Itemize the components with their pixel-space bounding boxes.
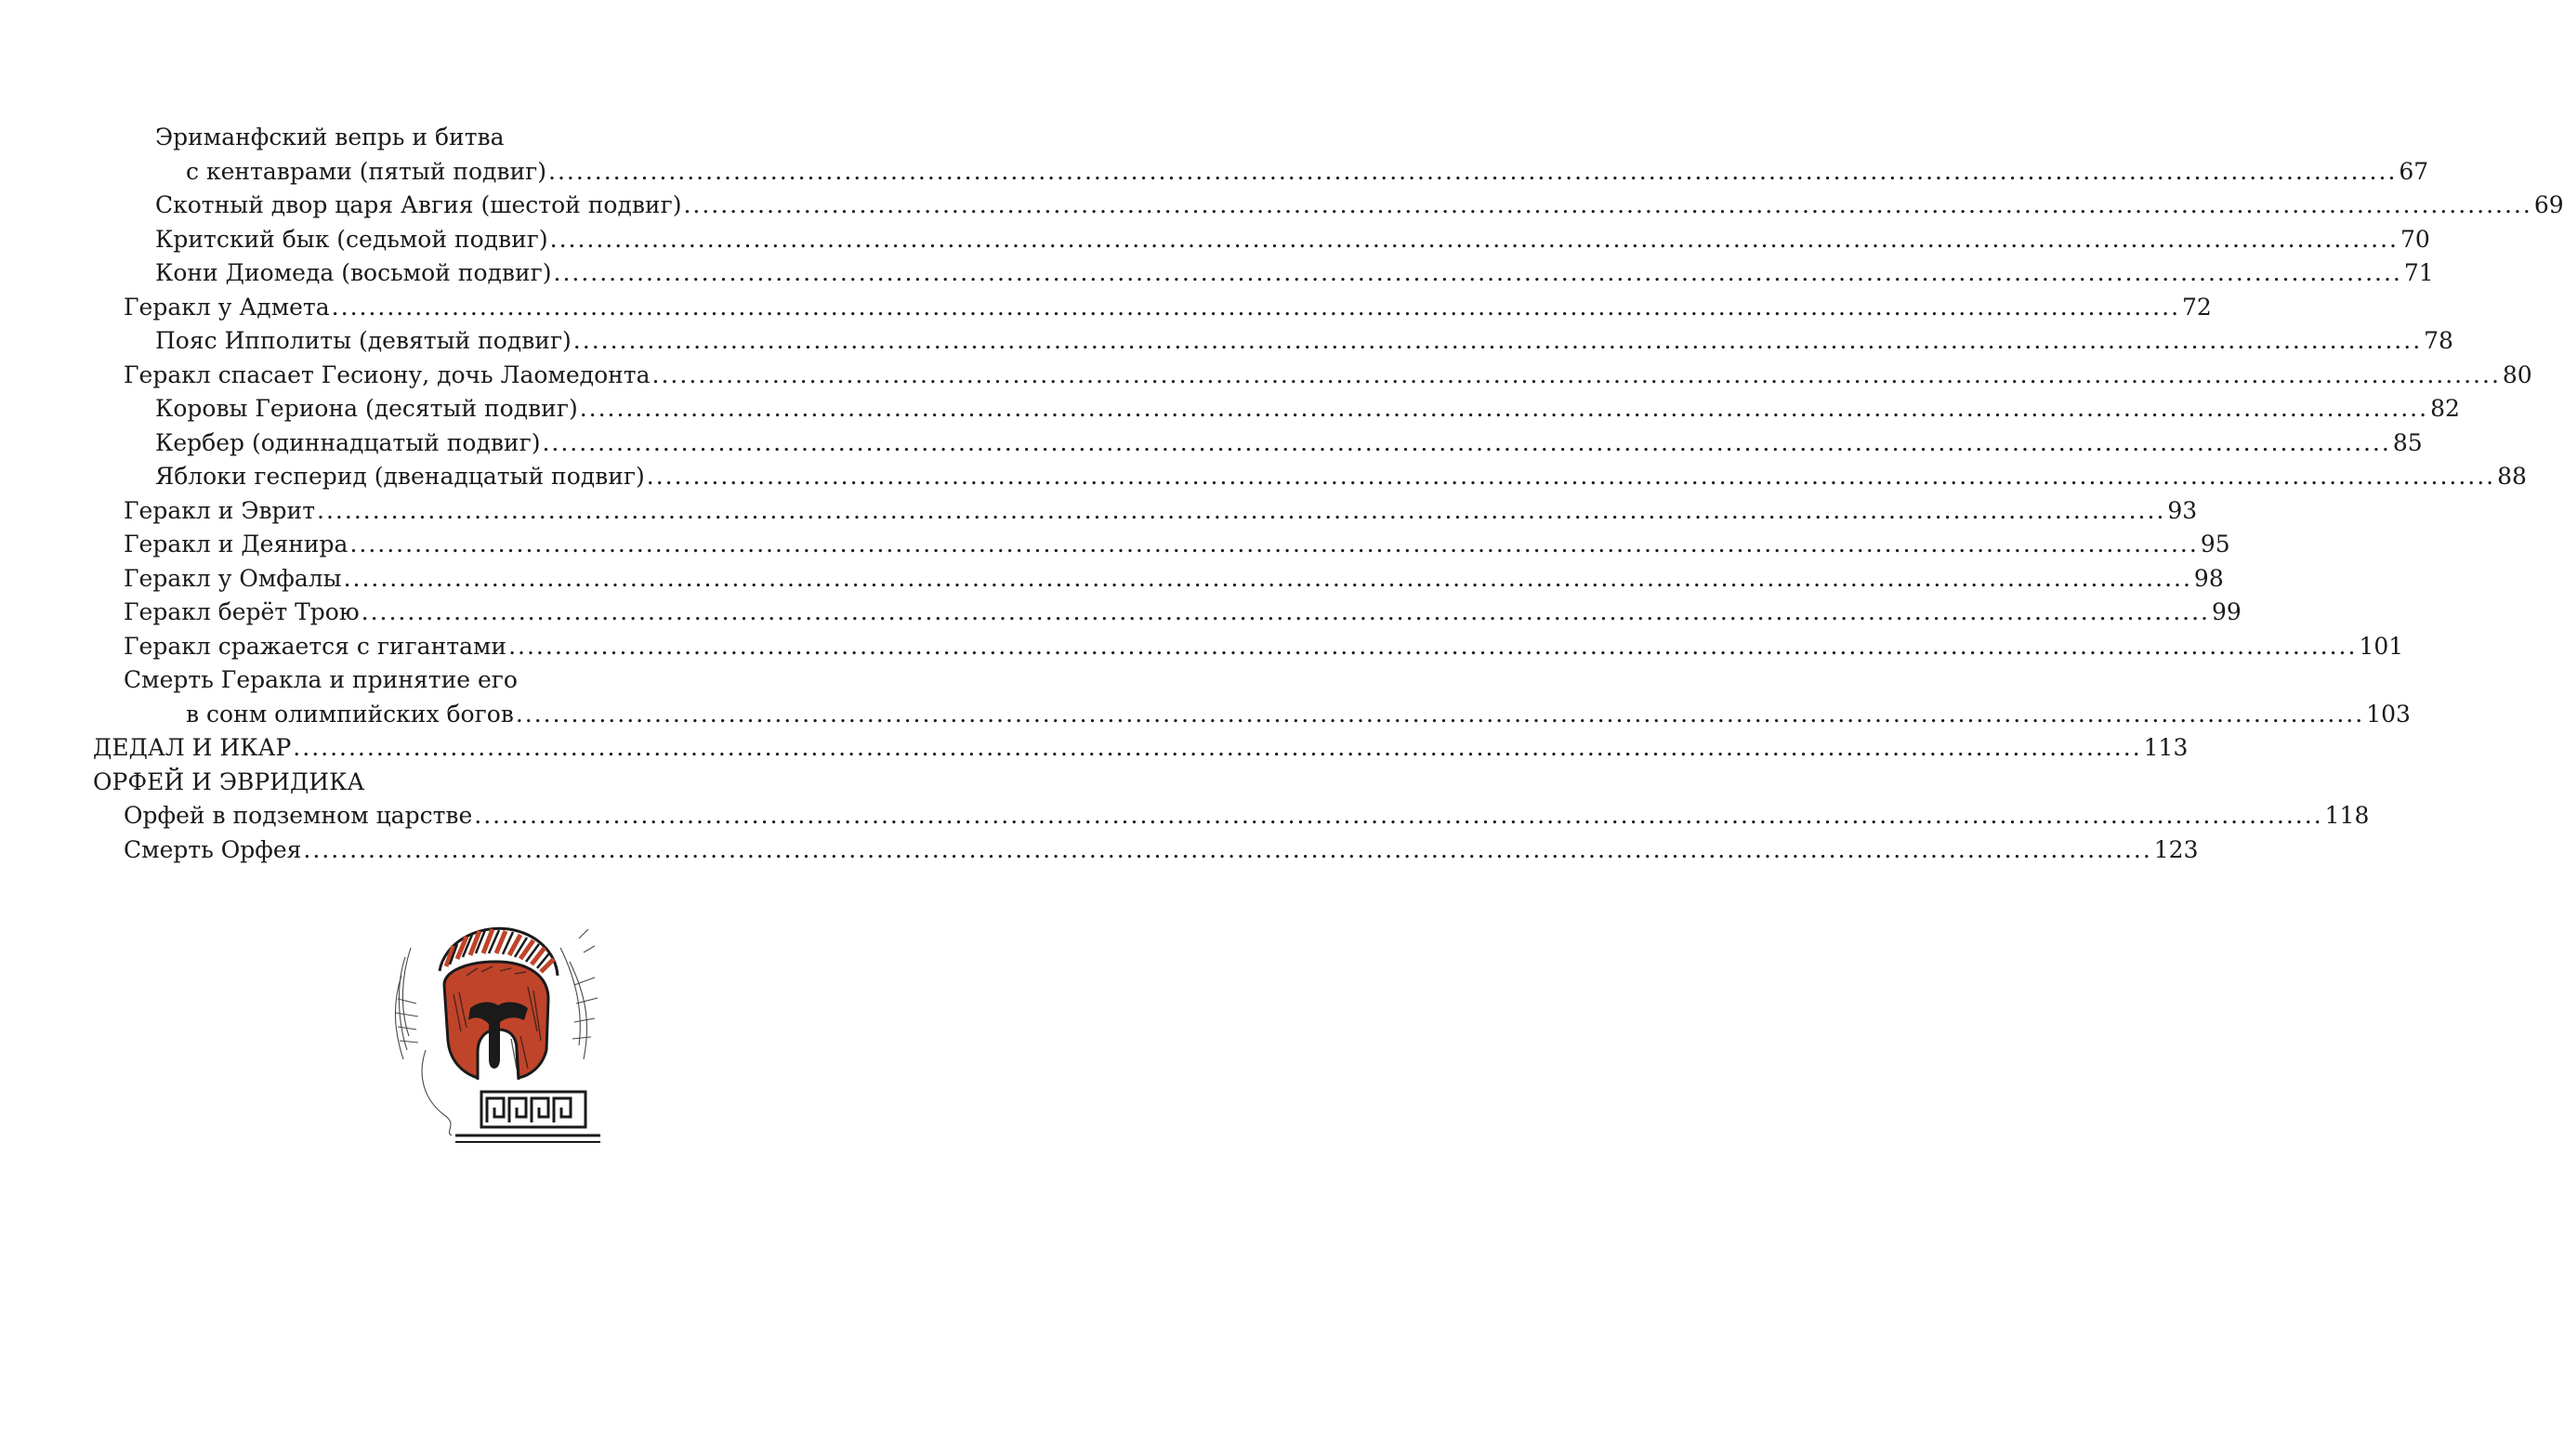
toc-entry-title: Эриманфский вепрь и битва [155, 124, 505, 151]
toc-leader-dots: ........................................................................................................................................................................................................ [651, 361, 2501, 388]
toc-entry-title: Пояс Ипполиты (девятый подвиг) [155, 327, 572, 354]
toc-entry-title: Геракл берёт Трою [124, 598, 360, 625]
toc-entry [93, 324, 2453, 359]
toc-entry-title: ОРФЕЙ И ЭВРИДИКА [93, 767, 365, 795]
toc-entry-title: Смерть Орфея [124, 835, 302, 863]
toc-leader-dots: ........................................................................................................................................................................................................ [683, 191, 2532, 218]
toc-entry-page-number: 88 [2497, 463, 2527, 490]
toc-entry-title: Геракл у Омфалы [124, 564, 342, 592]
toc-entry-title: Геракл и Деянира [124, 531, 348, 557]
toc-entry [93, 426, 2423, 461]
toc-leader-dots: ........................................................................................................................................................................................................ [548, 157, 2398, 185]
toc-entry [93, 562, 2224, 597]
toc-entry-page-number: 80 [2502, 361, 2532, 388]
toc-entry-title: ДЕДАЛ И ИКАР [93, 734, 292, 761]
toc-entry-title: Яблоки гесперид (двенадцатый подвиг) [155, 463, 645, 490]
toc-entry [93, 663, 879, 698]
table-of-contents [93, 121, 2564, 867]
toc-leader-dots: ........................................................................................................................................................................................................ [331, 293, 2181, 321]
toc-leader-dots: ........................................................................................................................................................................................................ [293, 734, 2142, 761]
toc-entry-title: Критский бык (седьмой подвиг) [155, 225, 548, 253]
toc-entry [93, 256, 2434, 291]
toc-entry-title: Смерть Геракла и принятие его [124, 666, 518, 693]
toc-leader-dots: ........................................................................................................................................................................................................ [317, 496, 2166, 524]
toc-entry [93, 359, 2532, 393]
greek-helmet-icon [388, 920, 607, 1157]
toc-entry [93, 223, 2430, 257]
toc-entry-title: Геракл сражается с гигантами [124, 632, 507, 660]
toc-entry-title: с кентаврами (пятый подвиг) [186, 157, 547, 185]
toc-entry [93, 155, 2429, 190]
toc-entry-page-number: 123 [2153, 835, 2199, 863]
toc-entry [93, 121, 879, 155]
toc-leader-dots: ........................................................................................................................................................................................................ [303, 835, 2152, 863]
toc-entry-page-number: 118 [2324, 802, 2370, 829]
toc-entry-page-number: 98 [2193, 564, 2224, 592]
toc-entry [93, 630, 2404, 664]
toc-leader-dots: ........................................................................................................................................................................................................ [474, 802, 2323, 829]
toc-entry-title: Геракл у Адмета [124, 293, 330, 321]
toc-entry [93, 189, 2564, 223]
toc-entry [93, 460, 2527, 494]
toc-entry-page-number: 78 [2424, 327, 2453, 354]
toc-entry [93, 494, 2198, 529]
toc-entry-page-number: 93 [2167, 496, 2198, 524]
toc-entry [93, 596, 2242, 630]
toc-entry-page-number: 69 [2533, 191, 2564, 218]
toc-entry-title: в сонм олимпийских богов [186, 700, 514, 728]
toc-entry [93, 833, 2199, 868]
toc-leader-dots: ........................................................................................................................................................................................................ [646, 463, 2496, 490]
toc-entry-page-number: 103 [2366, 700, 2411, 728]
toc-entry [93, 799, 2370, 833]
toc-leader-dots: ........................................................................................................................................................................................................ [579, 395, 2429, 422]
toc-entry-title: Кони Диомеда (восьмой подвиг) [155, 259, 552, 286]
toc-entry-title: Геракл спасает Гесиону, дочь Лаомедонта [124, 361, 651, 388]
toc-leader-dots: ........................................................................................................................................................................................................ [508, 632, 2358, 660]
toc-entry-title: Скотный двор царя Авгия (шестой подвиг) [155, 191, 682, 218]
toc-entry-title: Кербер (одиннадцатый подвиг) [155, 428, 541, 456]
toc-entry-title: Геракл и Эврит [124, 496, 316, 524]
toc-leader-dots: ........................................................................................................................................................................................................ [553, 259, 2402, 286]
toc-entry [93, 698, 2411, 732]
toc-entry-page-number: 113 [2143, 734, 2189, 761]
toc-entry [93, 291, 2212, 325]
toc-leader-dots: ........................................................................................................................................................................................................ [572, 327, 2423, 354]
toc-entry-page-number: 70 [2400, 225, 2430, 253]
toc-entry-title: Коровы Гериона (десятый подвиг) [155, 395, 578, 422]
toc-entry-title: Орфей в подземном царстве [124, 802, 473, 829]
toc-entry-page-number: 72 [2182, 293, 2212, 321]
toc-entry-page-number: 85 [2392, 428, 2423, 456]
toc-entry [93, 731, 2189, 766]
toc-entry [93, 392, 2460, 426]
toc-leader-dots: ........................................................................................................................................................................................................ [549, 225, 2399, 253]
toc-entry-page-number: 67 [2399, 157, 2429, 185]
toc-leader-dots: ........................................................................................................................................................................................................ [349, 531, 2199, 557]
toc-entry-page-number: 71 [2403, 259, 2434, 286]
toc-entry-page-number: 82 [2430, 395, 2460, 422]
toc-entry-page-number: 95 [2200, 531, 2230, 557]
toc-entry [93, 528, 2230, 562]
toc-leader-dots: ........................................................................................................................................................................................................ [343, 564, 2192, 592]
toc-leader-dots: ........................................................................................................................................................................................................ [515, 700, 2365, 728]
toc-leader-dots: ........................................................................................................................................................................................................ [361, 598, 2210, 625]
toc-entry-page-number: 101 [2359, 632, 2404, 660]
toc-leader-dots: ........................................................................................................................................................................................................ [542, 428, 2391, 456]
toc-entry-page-number: 99 [2212, 598, 2242, 625]
toc-entry [93, 766, 879, 800]
